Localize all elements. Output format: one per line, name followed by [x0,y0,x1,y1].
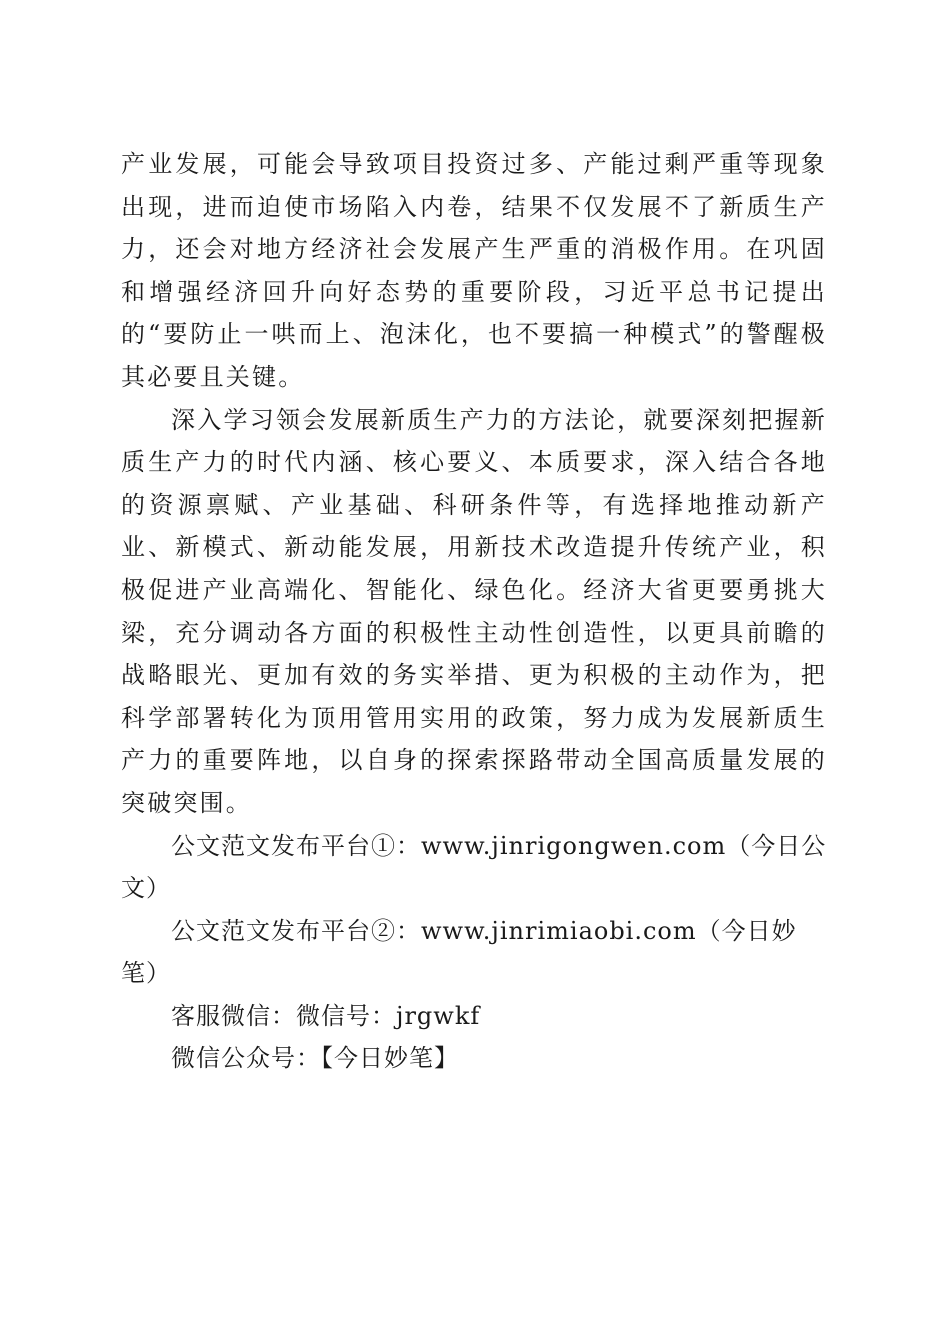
footer-official-account: 微信公众号：【今日妙笔】 [171,1044,459,1073]
paragraph-continuation: 产业发展，可能会导致项目投资过多、产能过剩严重等现象出现，进而迫使市场陷入内卷，结果不仅发展不了新质生产力，还会对地方经济社会发展产生严重的消极作用。在巩固和增强经济回升向好态势的重要阶段，习近平总书记提出的“要防止一哄而上、泡沫化，也不要搞一种模式”的警醒极其必要且关键。 [121,150,827,391]
footer-service-wechat: 客服微信：微信号：jrgwkf [171,1001,481,1030]
document-body [121,143,827,1080]
footer-platform-2: 公文范文发布平台②：www.jinrimiaobi.com（今日妙笔） [121,916,797,988]
footer-platform-1: 公文范文发布平台①：www.jinrigongwen.com（今日公文） [121,831,827,903]
paragraph-methodology: 深入学习领会发展新质生产力的方法论，就要深刻把握新质生产力的时代内涵、核心要义、本质要求，深入结合各地的资源禀赋、产业基础、科研条件等，有选择地推动新产业、新模式、新动能发展，用新技术改造提升传统产业，积极促进产业高端化、智能化、绿色化。经济大省更要勇挑大梁，充分调动各方面的积极性主动性创造性，以更具前瞻的战略眼光、更加有效的务实举措、更为积极的主动作为，把科学部署转化为顶用管用实用的政策，努力成为发展新质生产力的重要阵地，以自身的探索探路带动全国高质量发展的突破突围。 [121,405,827,817]
